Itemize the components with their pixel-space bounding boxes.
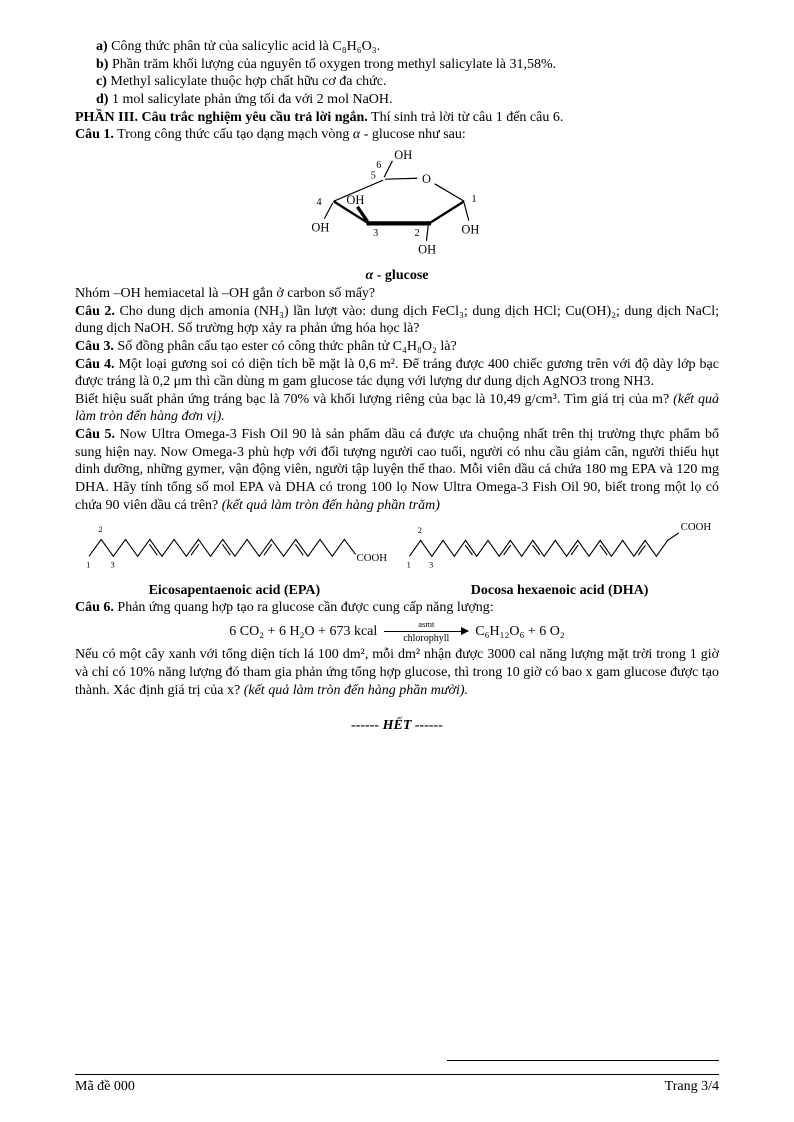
q1-label: Câu 1. bbox=[75, 127, 114, 143]
footer-exam-code: Mã đề 000 bbox=[75, 1079, 135, 1095]
q1-question: Nhóm –OH hemiacetal là –OH gắn ở carbon số mấy? bbox=[75, 286, 376, 301]
arrow-condition-top: asmt bbox=[418, 619, 435, 629]
carbon-number-2: 2 bbox=[414, 227, 420, 239]
dha-double-bond bbox=[638, 545, 645, 555]
glucose-caption-text: - glucose bbox=[373, 268, 429, 284]
hydroxyl-label-c4: OH bbox=[311, 220, 330, 235]
part3-heading bbox=[75, 109, 719, 127]
q4-paragraph-2 bbox=[75, 391, 719, 426]
epa-carbon-1: 1 bbox=[86, 560, 91, 570]
epa-double-bond bbox=[264, 544, 272, 555]
statement-c bbox=[96, 73, 719, 91]
exam-content bbox=[75, 38, 719, 735]
q6-paragraph bbox=[75, 599, 719, 617]
q6-rounding-note: (kết quả làm tròn đến hàng phần mười). bbox=[243, 682, 469, 698]
bond-c4-oh bbox=[324, 203, 332, 219]
statement-c-label: c) bbox=[96, 74, 107, 90]
part3-heading-rest: Thí sinh trả lời từ câu 1 đến câu 6. bbox=[367, 109, 564, 125]
carbon-number-5: 5 bbox=[370, 170, 376, 182]
epa-double-bond bbox=[223, 544, 231, 555]
epa-carbon-2: 2 bbox=[98, 525, 103, 535]
statement-b-text: Phần trăm khối lượng của nguyên tố oxygen trong methyl salicylate là 31,58%. bbox=[108, 56, 557, 72]
dha-figure bbox=[400, 517, 719, 599]
fatty-acid-figures bbox=[75, 517, 719, 599]
q3-label: Câu 3. bbox=[75, 338, 114, 354]
hydroxyl-label-c6: OH bbox=[394, 147, 413, 162]
equation-right: C₆H₁₂O₆ + 6 O₂ bbox=[475, 624, 565, 640]
glucose-structure bbox=[291, 147, 503, 262]
epa-carbon-3: 3 bbox=[110, 560, 116, 570]
epa-structure bbox=[78, 517, 390, 575]
footer-row bbox=[75, 1078, 719, 1096]
carbon-number-6: 6 bbox=[376, 159, 382, 171]
glucose-caption bbox=[75, 267, 719, 285]
q3-paragraph bbox=[75, 338, 719, 356]
photosynthesis-equation bbox=[75, 620, 719, 644]
dha-caption: Docosa hexaenoic acid (DHA) bbox=[470, 582, 649, 598]
q4-text2: Biết hiệu suất phản ứng tráng bạc là 70% và khối lượng riêng của bạc là 10,49 g/cm³. Tìm giá trị của m? bbox=[75, 391, 674, 407]
footer-rule bbox=[75, 1074, 719, 1075]
q4-label: Câu 4. bbox=[75, 356, 115, 372]
q4-paragraph bbox=[75, 356, 719, 391]
carbon-number-3: 3 bbox=[373, 227, 379, 239]
q5-rounding-note: (kết quả làm tròn đến hàng phần trăm) bbox=[221, 497, 440, 513]
epa-caption: Eicosapentaenoic acid (EPA) bbox=[148, 582, 321, 598]
statement-d bbox=[96, 91, 719, 109]
q1-intro1: Trong công thức cấu tạo dạng mạch vòng bbox=[113, 127, 353, 143]
dha-cooh-label: COOH bbox=[680, 521, 711, 534]
bond-o-c1 bbox=[435, 184, 464, 201]
q2-paragraph bbox=[75, 303, 719, 338]
q1-intro2: - glucose như sau: bbox=[360, 127, 466, 143]
hydroxyl-label-c2: OH bbox=[418, 242, 437, 257]
q2-label: Câu 2. bbox=[75, 303, 115, 319]
equation-left: 6 CO₂ + 6 H₂O + 673 kcal bbox=[229, 624, 378, 640]
glucose-figure bbox=[75, 147, 719, 268]
epa-double-bond bbox=[191, 544, 199, 555]
part3-heading-bold: PHẦN III. Câu trắc nghiệm yêu cầu trả lời ngắn. bbox=[75, 109, 368, 125]
q1-paragraph bbox=[75, 126, 719, 144]
statement-d-text: 1 mol salicylate phản ứng tối đa với 2 mol NaOH. bbox=[108, 91, 393, 107]
bond-c1-c2 bbox=[429, 201, 464, 223]
reaction-arrow bbox=[384, 620, 468, 644]
dha-double-bond bbox=[599, 545, 606, 555]
ring-oxygen-label: O bbox=[421, 171, 431, 186]
statement-d-label: d) bbox=[96, 91, 109, 107]
epa-chain bbox=[89, 540, 356, 557]
statement-a bbox=[96, 38, 719, 56]
glucose-caption-alpha: α bbox=[365, 268, 374, 284]
q6-text: Nếu có một cây xanh với tổng diện tích lá 100 dm², mỗi dm² nhận được 3000 cal năng lượng mặt trời trong 1 giờ và chỉ có 10% năng lượng đó tham gia phản ứng tổng hợp glucose, thì trong 10 giờ có bao x gam glucose được tạo thành. Xác định giá trị của x? bbox=[75, 647, 719, 698]
hydroxyl-label-c1: OH bbox=[461, 222, 480, 237]
q5-text: Now Ultra Omega-3 Fish Oil 90 là sản phẩm dầu cá được ưa chuộng nhất trên thị trường thực phẩm bổ sung hiện nay. Now Omega-3 phù hợp với đối tượng người cao tuổi, người có nhu cầu giảm cân, người thiếu hụt dinh dưỡng, những gymer, vận động viên, người tập luyện thể thao. Mỗi viên dầu cá chứa 180 mg EPA và 120 mg DHA. Hãy tính tổng số mol EPA và DHA có trong 100 lọ Now Ultra Omega-3 Fish Oil 90, biết trong một lọ có chứa 90 viên dầu cá trên? bbox=[75, 427, 719, 513]
epa-cooh-label: COOH bbox=[356, 552, 388, 565]
dha-carbon-2: 2 bbox=[417, 526, 422, 536]
q4-rounding-note: (kết quả làm tròn đến hàng đơn vị). bbox=[75, 391, 719, 425]
q2-text: Cho dung dịch amonia (NH₃) lần lượt vào: dung dịch FeCl₃; dung dịch HCl; Cu(OH)₂; dung dịch NaCl; dung dịch NaOH. Số trường hợp xảy ra phản ứng hóa học là? bbox=[75, 303, 719, 337]
carbon-number-1: 1 bbox=[471, 193, 477, 205]
page-footer bbox=[75, 1060, 719, 1096]
bond-c2-oh bbox=[426, 225, 428, 241]
dha-double-bond bbox=[465, 545, 472, 555]
bond-c1-oh bbox=[464, 203, 469, 220]
epa-double-bond bbox=[296, 544, 304, 555]
statement-b bbox=[96, 56, 719, 74]
footer-short-rule bbox=[447, 1060, 719, 1061]
dha-carbon-1: 1 bbox=[406, 560, 411, 570]
dha-double-bond bbox=[571, 545, 578, 555]
q5-label: Câu 5. bbox=[75, 427, 115, 442]
arrow-condition-bottom: chlorophyll bbox=[403, 632, 450, 644]
bond-c5-o bbox=[385, 178, 417, 179]
statement-b-label: b) bbox=[96, 56, 109, 72]
q5-paragraph bbox=[75, 426, 719, 514]
dha-structure bbox=[402, 517, 718, 575]
q4-text: Một loại gương soi có diện tích bề mặt là 0,6 m². Để tráng được 400 chiếc gương trên với độ dày lớp bạc được tráng là 0,2 μm thì cần dùng m gam glucose tác dụng với lượng dư dung dịch AgNO3 trong NH3. bbox=[75, 356, 719, 390]
dha-double-bond bbox=[503, 545, 510, 555]
q6-label: Câu 6. bbox=[75, 600, 114, 616]
end-marker: ------ HẾT ------ bbox=[351, 718, 443, 734]
bond-c6-c5 bbox=[384, 161, 392, 178]
statement-a-text: Công thức phân tử của salicylic acid là C₈H₆O₃. bbox=[107, 39, 381, 54]
hydroxyl-label-c3: OH bbox=[346, 192, 365, 207]
carbon-number-4: 4 bbox=[316, 196, 322, 208]
epa-double-bond bbox=[150, 544, 158, 555]
q6-intro: Phản ứng quang hợp tạo ra glucose cần được cung cấp năng lượng: bbox=[113, 600, 494, 616]
dha-chain bbox=[409, 533, 678, 556]
statement-c-text: Methyl salicylate thuộc hợp chất hữu cơ đa chức. bbox=[106, 74, 387, 90]
dha-double-bond bbox=[532, 545, 539, 555]
statement-a-label: a) bbox=[96, 39, 108, 54]
q6-body bbox=[75, 646, 719, 699]
epa-figure bbox=[75, 517, 394, 599]
footer-page-number: Trang 3/4 bbox=[664, 1079, 719, 1095]
arrow-icon bbox=[384, 631, 468, 632]
dha-carbon-3: 3 bbox=[428, 560, 433, 570]
q3-text: Số đồng phân cấu tạo ester có công thức phân tử C₄H₈O₂ là? bbox=[113, 338, 457, 354]
alpha-symbol: α bbox=[352, 127, 361, 143]
